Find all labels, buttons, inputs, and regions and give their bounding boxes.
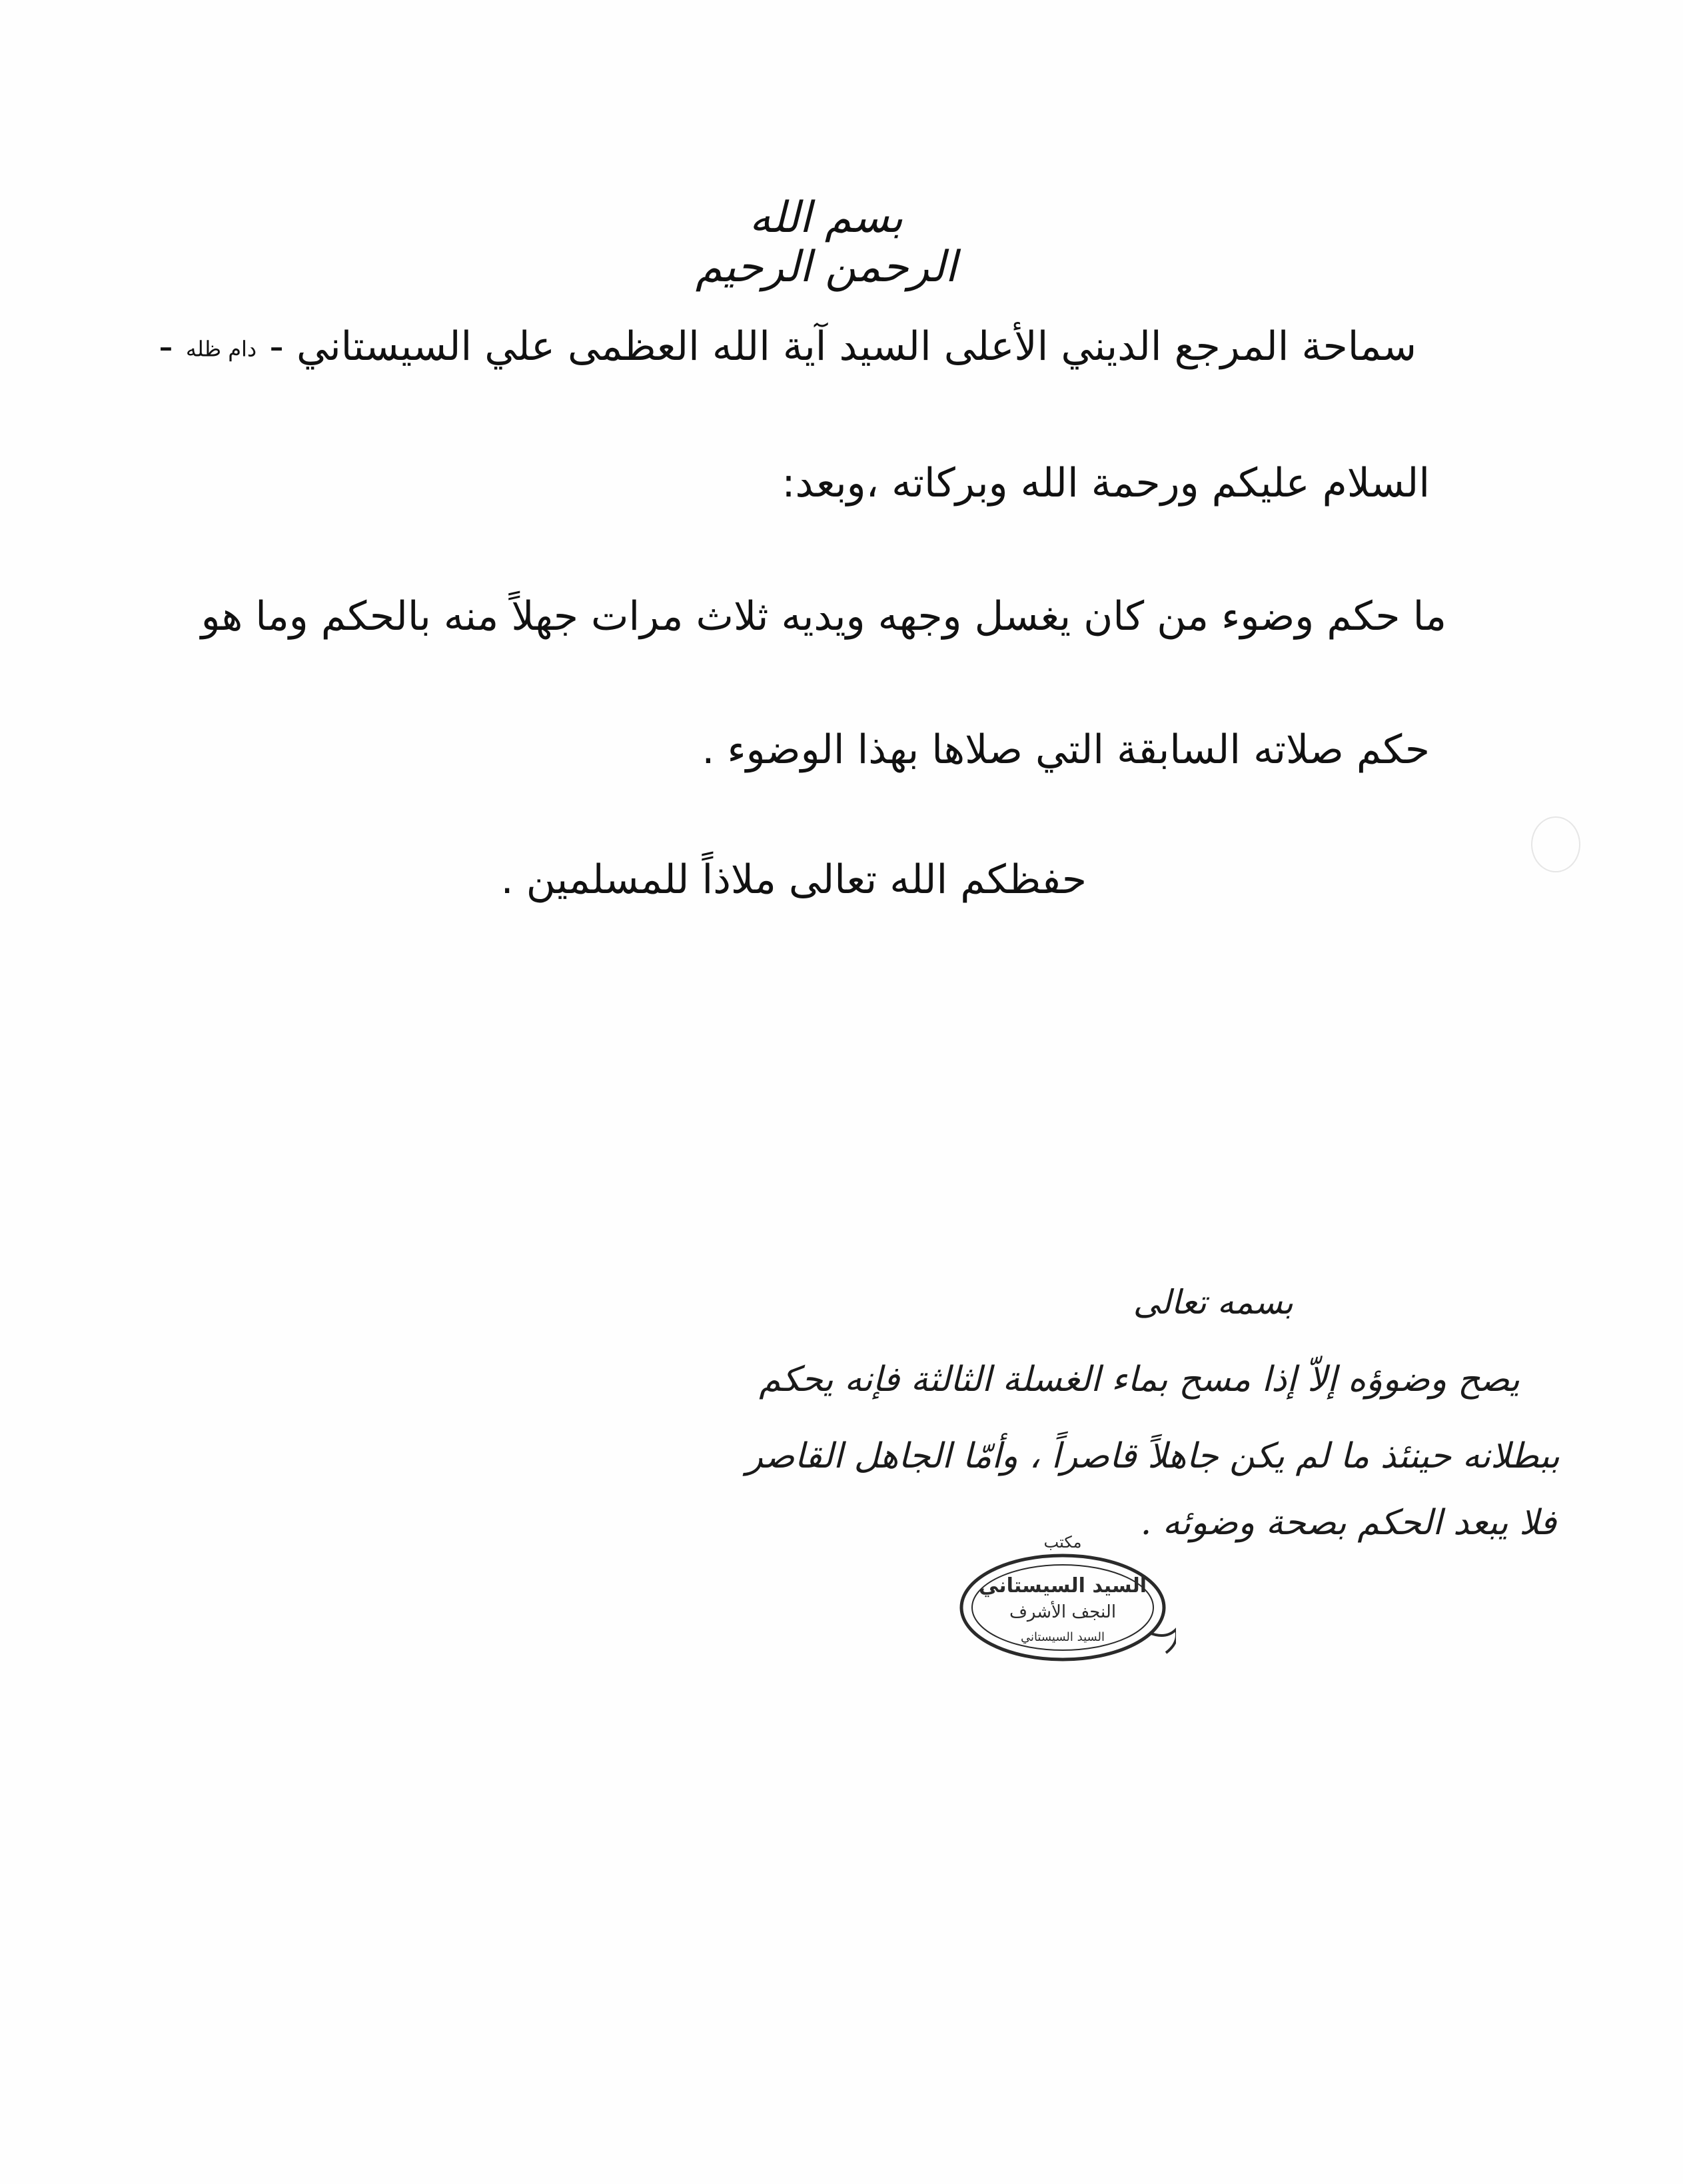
question-line-1: ما حكم وضوء من كان يغسل وجهه ويديه ثلاث مرات جهلاً منه بالحكم وما هو <box>201 593 1446 640</box>
closing-line: حفظكم الله تعالى ملاذاً للمسلمين . <box>500 856 1087 903</box>
reply-line-3: فلا يبعد الحكم بصحة وضوئه . <box>1140 1503 1556 1543</box>
greeting-line: السلام عليكم ورحمة الله وبركاته ،وبعد: <box>782 460 1430 507</box>
question-line-2: حكم صلاته السابقة التي صلاها بهذا الوضوء . <box>702 726 1430 773</box>
honorific-text: دام ظله <box>185 336 257 362</box>
basmala-heading: بسم الله الرحمن الرحيم <box>695 193 957 292</box>
addressee-text: سماحة المرجع الديني الأعلى السيد آية الله العظمى علي السيستاني - <box>269 323 1416 370</box>
seal-bottom-label: السيد السيستاني <box>1020 1630 1105 1644</box>
addressee-line <box>159 323 1416 370</box>
seal-line-2: النجف الأشرف <box>1009 1602 1117 1622</box>
honorific-dash: - <box>159 323 173 370</box>
seal-outline <box>949 1533 1176 1666</box>
office-seal <box>949 1533 1176 1666</box>
seal-line-1: السيد السيستاني <box>978 1574 1147 1598</box>
reply-line-1: يصح وضوؤه إلاّ إذا مسح بماء الغسلة الثالثة فإنه يحكم <box>759 1360 1520 1400</box>
seal-top-label: مكتب <box>1043 1533 1082 1552</box>
scan-artifact <box>1531 816 1580 872</box>
reply-opening: بسمه تعالى <box>1133 1283 1293 1322</box>
reply-line-2: ببطلانه حينئذ ما لم يكن جاهلاً قاصراً ، وأمّا الجاهل القاصر <box>746 1436 1560 1476</box>
